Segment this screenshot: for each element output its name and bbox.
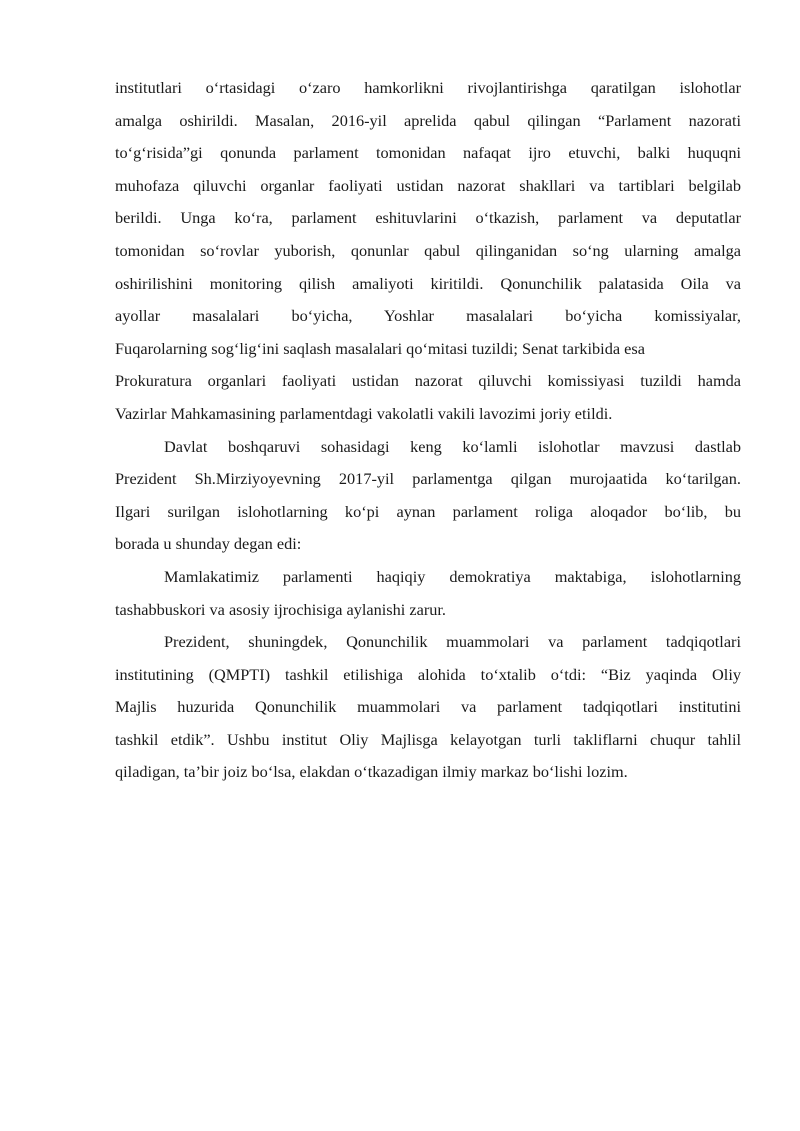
text-line: tomonidan so‘rovlar yuborish, qonunlar qabul qilinganidan so‘ng ularning amalga — [115, 240, 741, 260]
text-line: muhofaza qiluvchi organlar faoliyati ustidan nazorat shakllari va tartiblari belgilab — [115, 175, 741, 195]
text-line: institutlari o‘rtasidagi o‘zaro hamkorlikni rivojlantirishga qaratilgan islohotlar — [115, 78, 741, 97]
paragraph-parliament-reforms — [115, 72, 741, 431]
text-line: Vazirlar Mahkamasining parlamentdagi vakolatli vakili lavozimi joriy etildi. — [115, 403, 613, 423]
text-line: Mamlakatimiz parlamenti haqiqiy demokratiya maktabiga, islohotlarning — [164, 566, 741, 586]
text-line: to‘g‘risida”gi qonunda parlament tomonidan nafaqat ijro etuvchi, balki huquqni — [115, 143, 741, 163]
text-line: oshirilishini monitoring qilish amaliyoti kiritildi. Qonunchilik palatasida Oila va — [115, 273, 741, 293]
paragraph-state-governance — [115, 431, 741, 561]
paragraph-qmpti — [115, 626, 741, 789]
text-line: qiladigan, ta’bir joiz bo‘lsa, elakdan o‘tkazadigan ilmiy markaz bo‘lishi lozim. — [115, 762, 628, 782]
text-line: Prezident, shuningdek, Qonunchilik muammolari va parlament tadqiqotlari — [164, 632, 741, 652]
body-text — [115, 72, 741, 789]
text-line: Prokuratura organlari faoliyati ustidan nazorat qiluvchi komissiyasi tuzildi hamda — [115, 371, 741, 391]
text-line: Ilgari surilgan islohotlarning ko‘pi aynan parlament roliga aloqador bo‘lib, bu — [115, 501, 741, 521]
text-line: tashabbuskori va asosiy ijrochisiga aylanishi zarur. — [115, 599, 446, 619]
text-line: Fuqarolarning sog‘lig‘ini saqlash masalalari qo‘mitasi tuzildi; Senat tarkibida esa — [115, 338, 645, 358]
text-line: berildi. Unga ko‘ra, parlament eshituvlarini o‘tkazish, parlament va deputatlar — [115, 208, 741, 228]
paragraph-quote — [115, 561, 741, 626]
text-line: tashkil etdik”. Ushbu institut Oliy Majlisga kelayotgan turli takliflarni chuqur tahlil — [115, 729, 741, 749]
text-line: institutining (QMPTI) tashkil etilishiga alohida to‘xtalib o‘tdi: “Biz yaqinda Oliy — [115, 664, 741, 684]
text-line: borada u shunday degan edi: — [115, 534, 302, 554]
text-line: Prezident Sh.Mirziyoyevning 2017-yil parlamentga qilgan murojaatida ko‘tarilgan. — [115, 469, 741, 489]
text-line: Majlis huzurida Qonunchilik muammolari va parlament tadqiqotlari institutini — [115, 697, 741, 717]
text-line: amalga oshirildi. Masalan, 2016-yil aprelida qabul qilingan “Parlament nazorati — [115, 110, 741, 130]
text-line: ayollar masalalari bo‘yicha, Yoshlar masalalari bo‘yicha komissiyalar, — [115, 306, 741, 326]
text-line: Davlat boshqaruvi sohasidagi keng ko‘lamli islohotlar mavzusi dastlab — [164, 436, 741, 456]
